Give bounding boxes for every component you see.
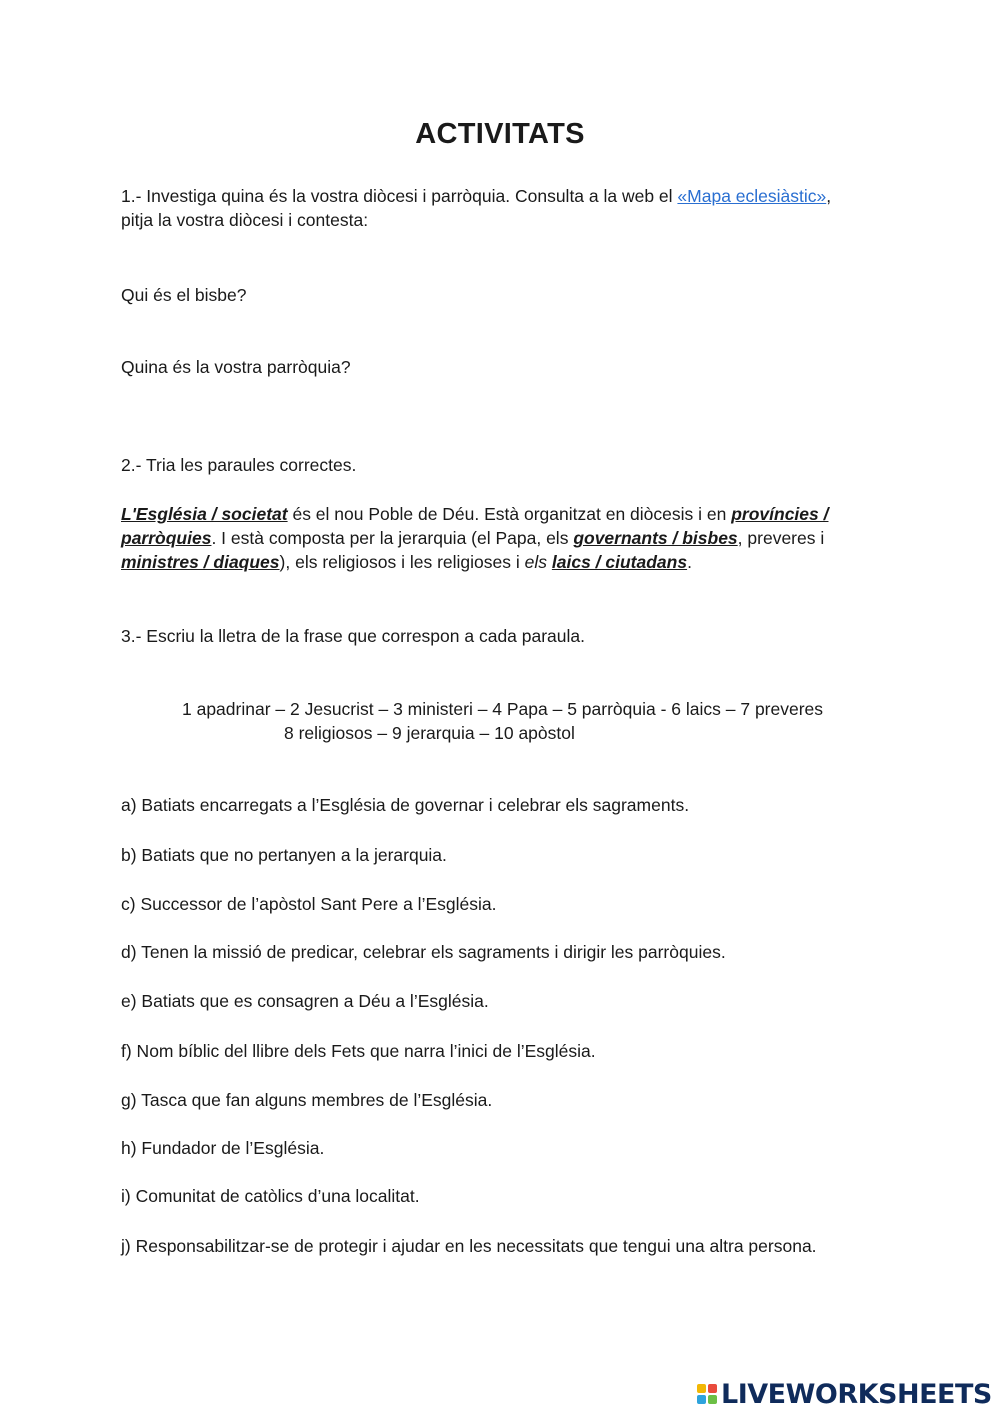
page-title: ACTIVITATS — [415, 118, 585, 150]
definition-h: h) Fundador de l’Església. — [121, 1138, 325, 1158]
definition-b: b) Batiats que no pertanyen a la jerarquia. — [121, 845, 447, 865]
definition-g: g) Tasca que fan alguns membres de l’Església. — [121, 1090, 493, 1110]
definition-d: d) Tenen la missió de predicar, celebrar els sagraments i dirigir les parròquies. — [121, 942, 726, 962]
liveworksheets-logo-text: LIVEWORKSHEETS — [721, 1378, 992, 1410]
question-3-heading: 3.- Escriu la lletra de la frase que correspon a cada paraula. — [121, 626, 586, 646]
liveworksheets-logo — [697, 1377, 992, 1411]
question-1-text: 1.- Investiga quina és la vostra diòcesi i parròquia. Consulta a la web el — [121, 186, 678, 206]
definition-e: e) Batiats que es consagren a Déu a l’Església. — [121, 991, 489, 1011]
choice-governants-bisbes[interactable]: governants / bisbes — [573, 528, 738, 548]
choice-ministres-diaques[interactable]: ministres / diaques — [121, 552, 280, 572]
choice-provincies-parroquies[interactable]: províncies / parròquies — [121, 504, 829, 548]
mapa-eclesiastic-link[interactable]: «Mapa eclesiàstic» — [677, 186, 827, 206]
definition-c: c) Successor de l’apòstol Sant Pere a l’Església. — [121, 894, 497, 914]
definition-a: a) Batiats encarregats a l’Església de governar i celebrar els sagraments. — [121, 795, 690, 815]
question-2-heading: 2.- Tria les paraules correctes. — [121, 455, 357, 475]
question-1: 1.- Investiga quina és la vostra diòcesi i parròquia. Consulta a la web el «Mapa eclesiàstic», pitja la vostra diòcesi i contesta: — [121, 186, 832, 230]
definition-i: i) Comunitat de catòlics d’una localitat. — [121, 1186, 420, 1206]
word-bank-line-1: 1 apadrinar – 2 Jesucrist – 3 ministeri – 4 Papa – 5 parròquia - 6 laics – 7 preveres — [182, 699, 824, 719]
word-bank-line-2: 8 religiosos – 9 jerarquia – 10 apòstol — [284, 723, 575, 743]
liveworksheets-logo-icon — [697, 1384, 717, 1404]
definition-f: f) Nom bíblic del llibre dels Fets que narra l’inici de l’Església. — [121, 1041, 596, 1061]
definition-j: j) Responsabilitzar-se de protegir i ajudar en les necessitats que tengui una altra persona. — [121, 1236, 817, 1256]
question-bisbe: Qui és el bisbe? — [121, 285, 247, 305]
question-2-paragraph: L'Església / societat és el nou Poble de Déu. Està organitzat en diòcesis i en províncies / parròquies. I està composta per la jerarquia (el Papa, els governants / bisbes, preveres i ministres / diaques), els religiosos i les religioses i els laics / ciutadans. — [121, 504, 829, 572]
choice-laics-ciutadans[interactable]: laics / ciutadans — [551, 552, 688, 572]
word-bank — [182, 697, 922, 745]
question-1-text-line2: pitja la vostra diòcesi i contesta: — [121, 210, 369, 230]
question-parroquia: Quina és la vostra parròquia? — [121, 357, 351, 377]
choice-esglesia-societat[interactable]: L'Església / societat — [121, 504, 288, 524]
